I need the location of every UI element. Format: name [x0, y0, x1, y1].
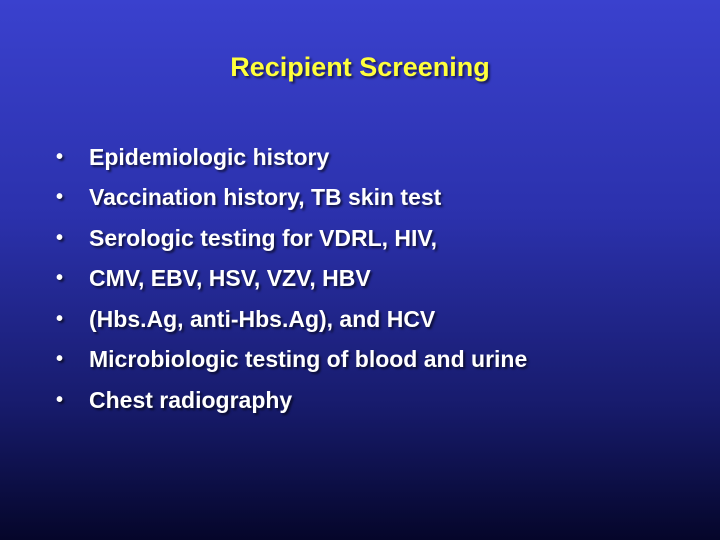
- bullet-icon: •: [56, 267, 64, 290]
- bullet-text: (Hbs.Ag, anti-Hbs.Ag), and HCV: [89, 305, 436, 332]
- bullet-icon: •: [56, 186, 64, 209]
- bullet-item: [56, 178, 527, 219]
- bullet-item: [56, 137, 527, 178]
- bullet-item: [56, 218, 527, 259]
- bullet-item: [56, 259, 527, 300]
- bullet-item: [56, 299, 527, 340]
- bullet-icon: •: [56, 307, 64, 330]
- bullet-text: Vaccination history, TB skin test: [89, 184, 442, 211]
- bullet-list: [56, 137, 527, 421]
- bullet-icon: •: [56, 348, 64, 371]
- bullet-text: Serologic testing for VDRL, HIV,: [89, 224, 438, 251]
- bullet-icon: •: [56, 226, 64, 249]
- bullet-text: CMV, EBV, HSV, VZV, HBV: [89, 265, 371, 292]
- bullet-icon: •: [56, 145, 64, 168]
- slide-title: Recipient Screening: [230, 52, 490, 82]
- bullet-text: Chest radiography: [89, 386, 293, 413]
- bullet-text: Microbiologic testing of blood and urine: [89, 346, 528, 373]
- bullet-item: [56, 380, 527, 421]
- bullet-text: Epidemiologic history: [89, 143, 330, 170]
- bullet-item: [56, 340, 527, 381]
- bullet-icon: •: [56, 388, 64, 411]
